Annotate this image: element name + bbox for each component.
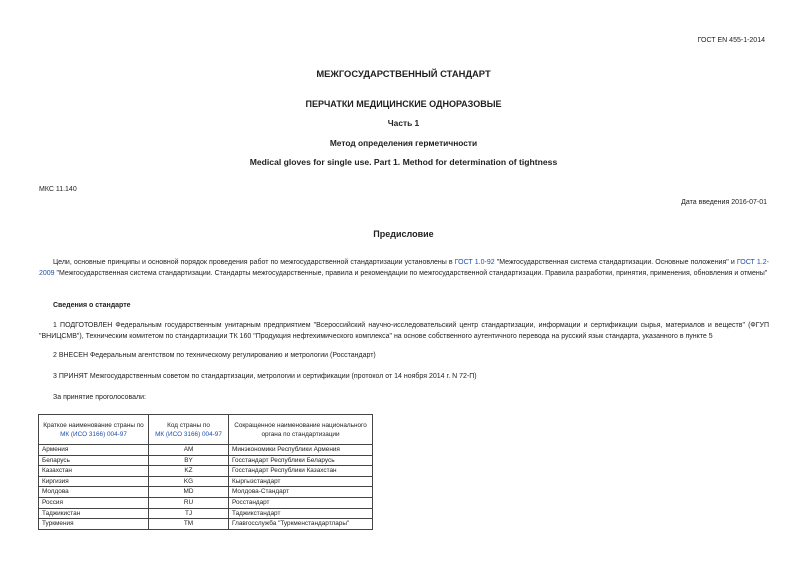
table-row: [39, 497, 373, 508]
country-name-header: Краткое наименование страны по МК (ИСО 3166) 004-97: [39, 415, 149, 445]
table-row: [39, 445, 373, 456]
item-1-text: 1 ПОДГОТОВЛЕН Федеральным государственным унитарным предприятием "Всероссийский научно-исследовательский центр стандартизации, информации и сертификации сырья, материалов и веществ" (ФГУП "ВНИЦСМВ"), Техническим комитетом по стандартизации ТК 160 "Продукция нефтехимического комплекса" на основе собственного аутентичного перевода на русский язык стандарта, указанного в пункте 5: [39, 322, 769, 340]
foreword-text-b: "Межгосударственная система стандартизации. Основные положения" и: [494, 259, 737, 266]
body-cell: Госстандарт Республики Беларусь: [229, 455, 373, 466]
body-cell: Росстандарт: [229, 497, 373, 508]
body-cell: Госстандарт Республики Казахстан: [229, 466, 373, 477]
body-cell: Главгосслужба "Туркменстандартлары": [229, 519, 373, 530]
code-cell: MD: [149, 487, 229, 498]
foreword-heading: Предисловие: [373, 229, 434, 239]
gost-1-0-92-link[interactable]: ГОСТ 1.0-92: [454, 259, 495, 266]
item-2-submitted: 2 ВНЕСЕН Федеральным агентством по техническому регулированию и метрологии (Росстандарт): [53, 352, 376, 359]
country-cell: Молдова: [39, 487, 149, 498]
country-cell: Армения: [39, 445, 149, 456]
country-cell: Россия: [39, 497, 149, 508]
mk-iso-3166-link[interactable]: МК (ИСО 3166) 004-97: [60, 430, 127, 438]
country-cell: Таджикистан: [39, 508, 149, 519]
english-title: Medical gloves for single use. Part 1. Method for determination of tightness: [249, 157, 558, 167]
country-code-header: Код страны по МК (ИСО 3166) 004-97: [149, 415, 229, 445]
table-header-row: [39, 415, 373, 445]
table-row: [39, 476, 373, 487]
body-cell: Таджикстандарт: [229, 508, 373, 519]
foreword-text-a: Цели, основные принципы и основной порядок проведения работ по межгосударственной стандартизации установлены в: [53, 259, 455, 266]
code-cell: TM: [149, 519, 229, 530]
code-cell: KG: [149, 476, 229, 487]
part-heading: Часть 1: [387, 118, 420, 128]
code-cell: RU: [149, 497, 229, 508]
mk-iso-3166-link[interactable]: МК (ИСО 3166) 004-97: [155, 430, 222, 438]
document-code: ГОСТ EN 455-1-2014: [697, 37, 765, 44]
body-cell: Молдова-Стандарт: [229, 487, 373, 498]
foreword-text-c: "Межгосударственная система стандартизации. Стандарты межгосударственные, правила и рекомендации по межгосударственной стандартизации. Правила разработки, принятия, применения, обновления и отмены": [54, 269, 768, 277]
body-cell: Минэкономики Республики Армения: [229, 445, 373, 456]
item-3-adopted: 3 ПРИНЯТ Межгосударственным советом по стандартизации, метрологии и сертификации (протокол от 14 ноября 2014 г. N 72-П): [53, 373, 477, 380]
document-subtitle: Метод определения герметичности: [329, 138, 478, 148]
about-standard-heading: Сведения о стандарте: [53, 302, 131, 309]
item-1-prepared: [39, 321, 769, 342]
code-cell: AM: [149, 445, 229, 456]
code-cell: TJ: [149, 508, 229, 519]
voting-states-table: [38, 414, 373, 530]
country-cell: Казахстан: [39, 466, 149, 477]
gost-1-2-2009-link[interactable]: ГОСТ 1.2-2009: [39, 259, 769, 277]
document-title: ПЕРЧАТКИ МЕДИЦИНСКИЕ ОДНОРАЗОВЫЕ: [305, 99, 502, 109]
table-row: [39, 466, 373, 477]
code-cell: KZ: [149, 466, 229, 477]
table-row: [39, 487, 373, 498]
table-row: [39, 508, 373, 519]
country-cell: Беларусь: [39, 455, 149, 466]
voted-label: За принятие проголосовали:: [53, 394, 146, 401]
standard-type-heading: МЕЖГОСУДАРСТВЕННЫЙ СТАНДАРТ: [316, 68, 491, 79]
body-cell: Кыргызстандарт: [229, 476, 373, 487]
intro-date: Дата введения 2016-07-01: [681, 199, 767, 206]
country-cell: Туркмения: [39, 519, 149, 530]
mks-code: МКС 11.140: [39, 186, 77, 193]
country-cell: Киргизия: [39, 476, 149, 487]
standards-body-header: Сокращенное наименование национального органа по стандартизации: [229, 415, 373, 445]
code-cell: BY: [149, 455, 229, 466]
table-row: [39, 519, 373, 530]
table-row: [39, 455, 373, 466]
foreword-paragraph: [39, 258, 769, 279]
